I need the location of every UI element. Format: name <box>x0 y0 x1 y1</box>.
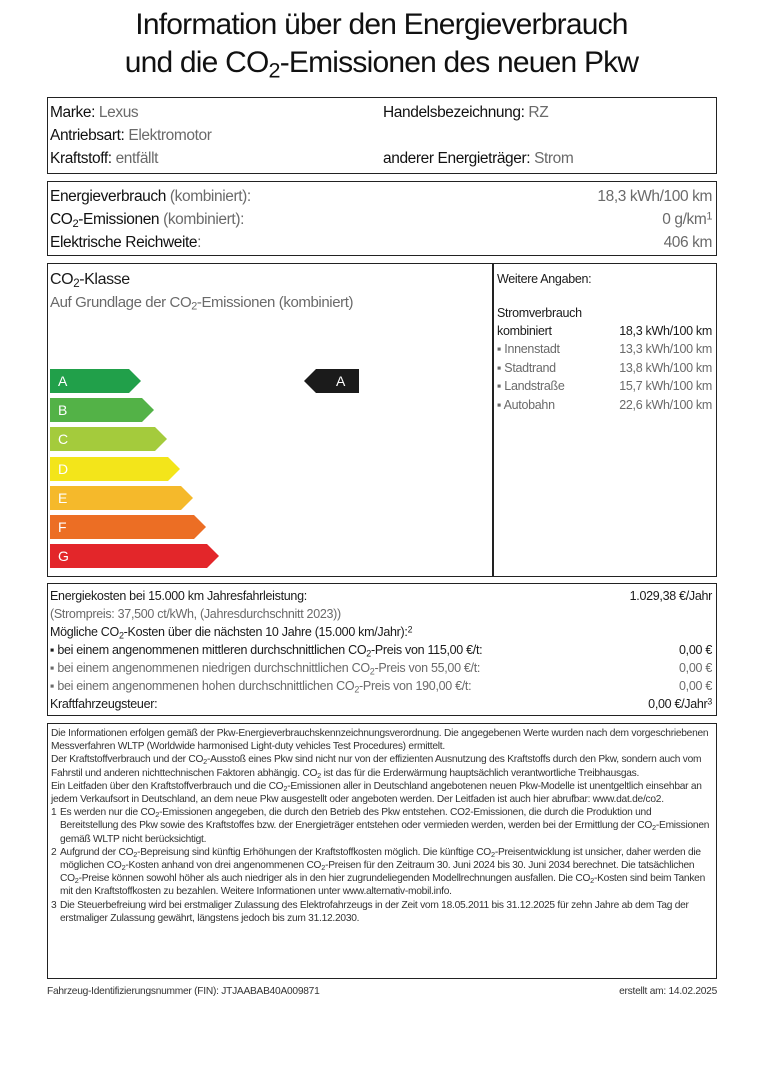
title-line-2: und die $CO_2$-Emissionen des neuen Pkw <box>124 46 639 83</box>
info-paragraph-3: Ein Leitfaden über den Kraftstoffverbrauch und die $CO_2$-Emissionen aller in Deutschland angebotenen neuen Pkw-Modelle ist unentgeltlich einsehbar an jedem Verkaufsort in Deutschland, an dem neue Pkw ausgestellt oder angeboten werden. Der Leitfaden ist auch hier abrufbar: www.dat.de/co2. <box>51 780 702 806</box>
footnote-3: 3 Die Steuerbefreiung wird bei erstmaliger Zulassung des Elektrofahrzeugs in der Zeit vom 18.05.2011 bis 31.12.2025 für zehn Jahre ab dem Tag der erstmaliger Zulassung gewährt, längstens jedoch bis zum 31.12.2030. <box>51 899 689 924</box>
fuel-row: Kraftstoff: entfällt <box>50 150 159 167</box>
co2-emissions-label: $CO_2$-Emissionen (kombiniert): <box>50 211 244 230</box>
vehicle-box <box>47 97 717 174</box>
co2-class-letter: A <box>58 373 68 389</box>
co2-class-arrow-c <box>50 427 167 451</box>
drive-row: Antriebsart: Elektromotor <box>50 127 212 144</box>
co2-class-title: $CO_2$-Klasse <box>50 271 130 290</box>
low-price-value: 0,00 € <box>679 661 712 675</box>
co2-class-letter: C <box>58 431 69 448</box>
co2-class-letter: E <box>58 489 68 506</box>
page-title <box>0 6 763 82</box>
consumption-row-label: ▪ Autobahn <box>497 397 555 412</box>
co2-class-arrow-g <box>50 544 219 568</box>
energy-costs-value: 1.029,38 €/Jahr <box>629 589 712 603</box>
consumption-row-label: ▪ Stadtrand <box>497 360 556 375</box>
consumption-row-label: ▪ Innenstadt <box>497 342 560 356</box>
co2-class-arrow-f <box>50 515 206 539</box>
energy-consumption-label: Energieverbrauch (kombiniert): <box>50 188 251 205</box>
range-label: Elektrische Reichweite: <box>50 234 202 251</box>
mid-price-row: ▪ bei einem angenommenen mittleren durchschnittlichen $CO_2$-Preis von 115,00 €/t: <box>50 643 483 659</box>
high-price-value: 0,00 € <box>679 679 712 693</box>
costs-box <box>47 583 717 716</box>
co2-class-letter: F <box>58 519 67 535</box>
combined-value: 18,3 kWh/100 km <box>619 324 712 338</box>
created-date: erstellt am: 14.02.2025 <box>619 986 717 997</box>
co2-class-arrow-b <box>50 398 154 422</box>
combined-label: kombiniert <box>497 324 552 338</box>
further-info-box <box>493 263 717 577</box>
vehicle-tax-label: Kraftfahrzeugsteuer: <box>50 697 158 711</box>
co2-costs-title: Mögliche $CO_2$-Kosten über die nächsten 10 Jahre (15.000 km/Jahr):$^2$ <box>50 624 413 641</box>
range-value: 406 km <box>663 234 712 251</box>
co2-class-arrow-e <box>50 486 193 510</box>
co2-class-arrow-shape-d <box>50 457 180 481</box>
co2-class-arrow-shape-g <box>50 544 219 568</box>
fin-number: Fahrzeug-Identifizierungsnummer (FIN): JTJAABAB40A009871 <box>47 986 320 997</box>
other-energy-row: anderer Energieträger: Strom <box>383 150 574 167</box>
footnote-1: 1 Es werden nur die $CO_2$-Emissionen angegeben, die durch den Betrieb des Pkw entstehen. CO2-Emissionen, die durch die Produktion und Bereitstellung des Pkw sowie des Kraftstoffes bzw. der Energieträger entstehen oder vermieden werden, werden bei der Ermittlung der $CO_2$-Emissionen gemäß WLTP nicht berücksichtigt. <box>51 807 710 845</box>
power-consumption-title: Stromverbrauch <box>497 306 582 320</box>
title-line-1: Information über den Energieverbrauch <box>135 8 628 41</box>
marker-arrow-shape <box>304 369 359 393</box>
info-paragraph-2: Der Kraftstoffverbrauch und der $CO_2$-Ausstoß eines Pkw sind nicht nur von der effizienten Ausnutzung des Kraftstoffs durch den Pkw, sondern auch vom Fahrstil und anderen nichttechnischen Faktoren abhängig. $CO_2$ ist das für die Erderwärmung hauptsächlich verantwortliche Treibhausgas. <box>51 754 702 780</box>
further-info-title: Weitere Angaben: <box>497 272 592 286</box>
co2-class-letter: G <box>58 548 69 565</box>
consumption-row-label: ▪ Landstraße <box>497 379 565 393</box>
energy-costs-label: Energiekosten bei 15.000 km Jahresfahrleistung: <box>50 589 307 603</box>
consumption-box <box>47 181 717 256</box>
footnote-2: 2 Aufgrund der $CO_2$-Bepreisung sind künftig Erhöhungen der Kraftstoffkosten möglich. Die künftige $CO_2$-Preisentwicklung ist unsicher, daher werden die möglichen $CO_2$-Kosten anhand von drei angenommenen $CO_2$-Preisen für den Zeitraum 30. Juni 2024 bis 30. Juni 2034 berechnet. Die tatsächlichen $CO_2$-Preise können sowohl höher als auch niedriger als in den hier zugrundeliegenden Modellrechnungen ausfallen. Die $CO_2$-Kosten sind beim Tanken mit den Kraftstoffkosten zu bezahlen. Weitere Informationen unter www.alternativ-mobil.info. <box>51 846 706 898</box>
co2-class-box <box>47 263 493 577</box>
co2-class-arrow-shape-f <box>50 515 206 539</box>
co2-class-letter: D <box>58 460 69 477</box>
consumption-row-value: 13,8 kWh/100 km <box>619 360 712 375</box>
trade-row: Handelsbezeichnung: RZ <box>383 104 549 121</box>
co2-class-letter: B <box>58 402 68 419</box>
info-paragraph-1: Die Informationen erfolgen gemäß der Pkw-Energieverbrauchskennzeichnungsverordnung. Die angegebenen Werte wurden nach dem vorgeschriebenen Messverfahren WLTP (Worldwide harmonised Light-duty vehicles Test Procedures) ermittelt. <box>51 728 709 753</box>
consumption-row-value: 15,7 kWh/100 km <box>619 379 712 393</box>
vehicle-tax-value: 0,00 €/Jahr$^3$ <box>648 696 712 711</box>
co2-class-arrow-d <box>50 457 180 481</box>
selected-class-marker <box>304 369 359 393</box>
mid-price-value: 0,00 € <box>679 643 712 657</box>
selected-class-label: A <box>336 373 346 389</box>
brand-row: Marke: Lexus <box>50 104 139 121</box>
co2-class-arrow-a <box>50 369 141 393</box>
consumption-row-value: 22,6 kWh/100 km <box>619 397 712 412</box>
price-note: (Strompreis: 37,500 ct/kWh, (Jahresdurchschnitt 2023)) <box>50 607 341 621</box>
consumption-row-value: 13,3 kWh/100 km <box>619 342 712 356</box>
high-price-row: ▪ bei einem angenommenen hohen durchschnittlichen $CO_2$-Preis von 190,00 €/t: <box>50 679 472 695</box>
energy-consumption-value: 18,3 kWh/100 km <box>597 188 712 205</box>
co2-class-subtitle: Auf Grundlage der $CO_2$-Emissionen (kombiniert) <box>50 294 354 313</box>
legal-info-box <box>47 723 717 979</box>
co2-emissions-value: 0 $g/km^1$ <box>662 210 712 228</box>
co2-class-arrow-shape-e <box>50 486 193 510</box>
low-price-row: ▪ bei einem angenommenen niedrigen durchschnittlichen $CO_2$-Preis von 55,00 €/t: <box>50 661 481 677</box>
